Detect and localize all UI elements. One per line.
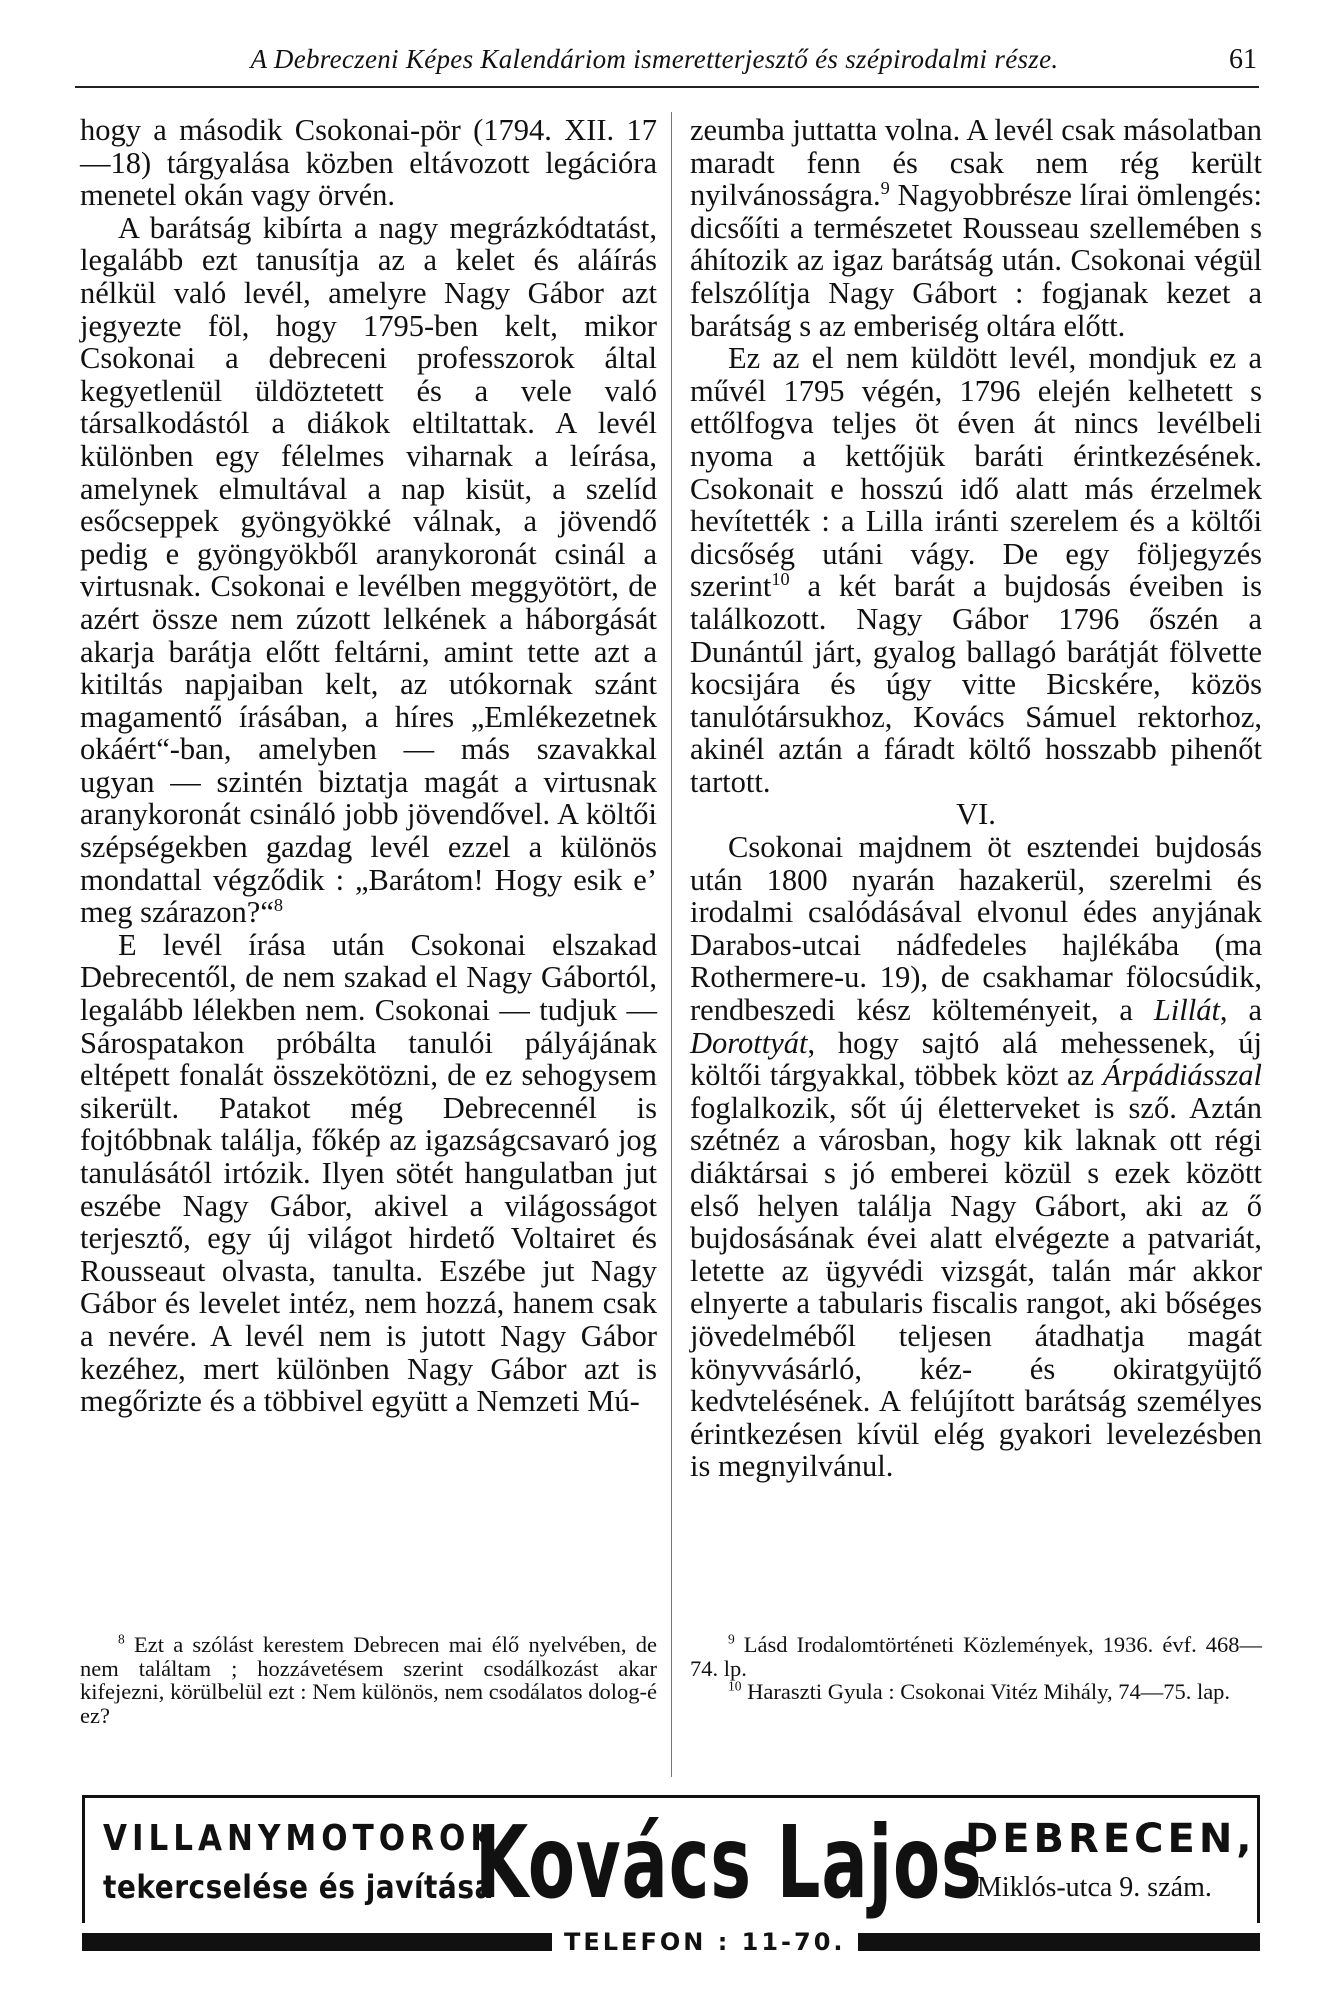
right-paragraph-1b: Nagyobbrésze lírai ömlengés: dicsőíti a természetet Rousseau szellemében s áhítozik az igaz barátság után. Csokonai végül felszólítja Nagy Gábort : fogjanak kezet a barátság s az emberiség oltára előtt. — [690, 178, 1262, 343]
left-paragraph-2 — [80, 212, 657, 929]
right-paragraph-1a: zeumba juttatta volna. A levél csak másolatban maradt fenn és csak nem rég került nyilvánosságra. — [690, 113, 1262, 213]
footnote-9-mark: 9 — [728, 1631, 735, 1647]
section-heading: VI. — [956, 797, 996, 832]
right-column — [690, 114, 1262, 1483]
title-lilla: Lillát — [1153, 993, 1220, 1028]
footnote-9-text: Lásd Irodalomtörténeti Közlemények, 1936. évf. 468—74. lp. — [690, 1632, 1263, 1681]
advertisement-bar — [82, 1928, 1260, 1956]
running-header — [75, 40, 1259, 88]
header-title: A Debreczeni Képes Kalendáriom ismeretterjesztő és szépirodalmi része. — [250, 44, 1059, 74]
footnote-9 — [690, 1633, 1262, 1680]
advertisement-box — [82, 1795, 1260, 1923]
left-paragraph-2-text: A barátság kibírta a nagy megrázkódtatást, legalább ezt tanusítja az a kelet és aláírás nélkül való levél, amelyre Nagy Gábor azt jegyezte föl, hogy 1795-ben kelt, mikor Csokonai a debreceni professzorok által kegyetlenül üldöztetett és a vele való társalkodástól a diákok eltiltattak. A levél különben egy félelmes viharnak a leírása, amelynek elmultával a nap kisüt, a szelíd esőcseppek gyöngyökké válnak, a jövendő pedig e gyöngyökből aranykoronát csinál a virtusnak. Csokonai e levélben meggyötört, de azért össze nem zúzott lelkének a háborgását akarja barátja előtt feltárni, amint tette azt a kitiltás napjaiban kelt, az utókornak szánt magamentő írásában, a híres „Emlékezetnek okáért“-ban, amelyben — más szavakkal ugyan — szintén biztatja magát a virtusnak aranykoronát csináló jobb jövendővel. A költői szépségekben gazdag levél ezzel a különös mondattal végződik : „Barátom! Hogy esik e’ meg szárazon?“ — [80, 210, 657, 930]
right-paragraph-3b: , a — [1219, 993, 1262, 1028]
footnote-8-text: Ezt a szólást kerestem Debrecen mai élő nyelvében, de nem találtam ; hozzávetésem szerint csodálkozást akar kifejezni, körülbelül ezt : Nem különös, nem csodálatos dolog-é ez? — [80, 1632, 657, 1728]
ad-address: Miklós-utca 9. szám. — [977, 1872, 1212, 1903]
ad-city: DEBRECEN, — [965, 1816, 1256, 1862]
left-paragraph-3: E levél írása után Csokonai elszakad Debrecentől, de nem szakad el Nagy Gábortól, legalább lélekben nem. Csokonai — tudjuk — Sárospatakon próbálta tanulói pályájának eltépett fonalát összekötözni, de ez sehogysem sikerült. Patakot még Debrecennél is fojtóbbnak találja, főkép az igazságcsavaró jog tanulásától irtózik. Ilyen sötét hangulatban jut eszébe Nagy Gábor, akivel a világosságot terjesztő, egy új világot hirdető Voltairet és Rousseaut olvasta, tanulta. Eszébe jut Nagy Gábor és levelet intéz, nem hozzá, hanem csak a nevére. A levél nem is jutott Nagy Gábor kezéhez, mert különben Nagy Gábor azt is megőrizte és a többivel együtt a Nemzeti Mú- — [80, 927, 657, 1419]
ad-business-name: Kovács Lajos — [475, 1806, 983, 1922]
left-paragraph-1: hogy a második Csokonai-pör (1794. XII. 17—18) tárgyalása közben eltávozott legációra menetel okán vagy örvén. — [80, 113, 657, 213]
footnote-8-mark: 8 — [118, 1631, 125, 1647]
footnote-ref-10: 10 — [771, 569, 790, 590]
ad-service-title: VILLANYMOTOROK — [103, 1818, 500, 1860]
ad-service-subtitle: tekercselése és javítása — [103, 1868, 494, 1906]
right-paragraph-2 — [690, 342, 1262, 798]
footnote-ref-9: 9 — [880, 178, 890, 199]
page-number: 61 — [1229, 44, 1257, 75]
footnote-10 — [690, 1680, 1262, 1704]
title-dorottya: Dorottyát — [690, 1025, 808, 1060]
right-paragraph-1 — [690, 114, 1262, 342]
right-paragraph-3d: foglalkozik, sőt új életterveket is sző. Aztán szétnéz a városban, hogy kik laknak ott régi diáktársai s jó emberei közül s ezek között első helyen találja Nagy Gábort, aki az ő bujdosásának évei alatt elvégezte a patvariát, letette az ügyvédi vizsgát, talán már akkor elnyerte a tabularis fiscalis rangot, aki bőséges jövedelméből teljesen átadhatja magát könyvvásárló, kéz- és okiratgyüjtő kedvtelésének. A felújított barátság személyes érintkezésen kívül elég gyakori levelezésben is megnyilvánul. — [690, 1090, 1262, 1484]
right-paragraph-2b: a két barát a bujdosás éveiben is találkozott. Nagy Gábor 1796 őszén a Dunántúl járt, gyalog ballagó barátját fölvette kocsijára és úgy vitte Bicskére, közös tanulótársukhoz, Kovács Sámuel rektorhoz, akinél aztán a fáradt költő hosszabb pihenőt tartott. — [690, 569, 1262, 799]
right-paragraph-3 — [690, 831, 1262, 1483]
right-paragraph-2a: Ez az el nem küldött levél, mondjuk ez a művél 1795 végén, 1796 elején kelhetett s ettőlfogva teljes öt éven át nincs levélbeli nyoma a kettőjük baráti érintkezésének. Csokonait e hosszú idő alatt más érzelmek hevítették : a Lilla iránti szerelem és a költői dicsőség utáni vágy. De egy följegyzés szerint — [690, 341, 1262, 604]
right-paragraph-3c: , hogy sajtó alá mehessenek, új költői tárgyakkal, többek közt az — [690, 1025, 1262, 1093]
title-arpadiasz: Árpádiásszal — [1102, 1058, 1262, 1093]
column-divider — [671, 112, 672, 1777]
footnote-8 — [80, 1633, 657, 1727]
left-column — [80, 114, 657, 1418]
footnote-ref-8: 8 — [273, 895, 284, 916]
footnote-10-mark: 10 — [728, 1678, 742, 1694]
footnotes-right — [690, 1633, 1262, 1704]
footnotes-left — [80, 1633, 657, 1727]
footnote-10-text: Haraszti Gyula : Csokonai Vitéz Mihály, 74—75. lap. — [747, 1679, 1231, 1704]
ad-phone: TELEFON : 11-70. — [552, 1925, 858, 1959]
right-paragraph-3a: Csokonai majdnem öt esztendei bujdosás után 1800 nyarán hazakerül, szerelmi és irodalmi csalódásával elvonul édes anyjának Darabos-utcai nádfedeles hajlékába (ma Rothermere-u. 19), de csakhamar fölocsúdik, rendbeszedi kész költeményeit, a — [690, 830, 1262, 1028]
